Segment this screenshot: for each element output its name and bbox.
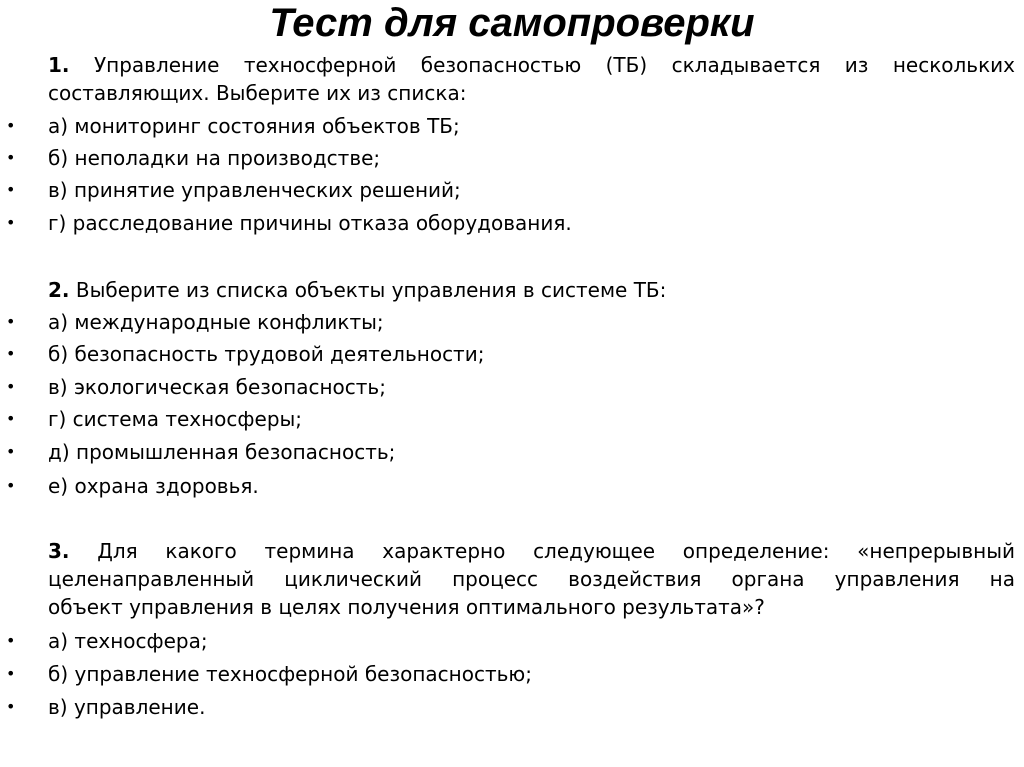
question-3-line-2: целенаправленный циклический процесс воздействия органа управления на <box>48 567 1015 591</box>
option: б) неполадки на производстве; <box>48 146 381 170</box>
bullet-icon: • <box>6 312 16 331</box>
question-1-line-1 <box>48 52 1015 78</box>
question-text: Для какого термина характерно следующее определение: «непрерывный <box>97 539 1015 563</box>
question-text: Управление техносферной безопасностью (ТБ) складывается из нескольких <box>93 53 1016 77</box>
option: в) управление. <box>48 695 206 719</box>
bullet-icon: • <box>6 148 16 167</box>
option: е) охрана здоровья. <box>48 474 259 498</box>
bullet-icon: • <box>6 409 16 428</box>
question-2-line-1 <box>48 277 1015 303</box>
page-title: Тест для самопроверки <box>269 1 755 45</box>
question-text: Выберите из списка объекты управления в системе ТБ: <box>75 278 667 302</box>
option: б) управление техносферной безопасностью; <box>48 662 532 686</box>
option: б) безопасность трудовой деятельности; <box>48 342 485 366</box>
bullet-icon: • <box>6 377 16 396</box>
option: г) расследование причины отказа оборудования. <box>48 211 572 235</box>
question-number: 3. <box>48 539 70 563</box>
bullet-icon: • <box>6 664 16 683</box>
question-3-line-3: объект управления в целях получения оптимального результата»? <box>48 595 765 619</box>
bullet-icon: • <box>6 697 16 716</box>
bullet-icon: • <box>6 180 16 199</box>
bullet-icon: • <box>6 116 16 135</box>
option: а) международные конфликты; <box>48 310 384 334</box>
option: а) техносфера; <box>48 629 208 653</box>
option: а) мониторинг состояния объектов ТБ; <box>48 114 460 138</box>
option: в) экологическая безопасность; <box>48 375 386 399</box>
question-number: 1. <box>48 53 70 77</box>
bullet-icon: • <box>6 344 16 363</box>
bullet-icon: • <box>6 631 16 650</box>
question-1-line-2: составляющих. Выберите их из списка: <box>48 81 467 105</box>
question-3-line-1 <box>48 538 1015 564</box>
option: д) промышленная безопасность; <box>48 440 396 464</box>
question-number: 2. <box>48 278 70 302</box>
bullet-icon: • <box>6 213 16 232</box>
bullet-icon: • <box>6 476 16 495</box>
option: г) система техносферы; <box>48 407 303 431</box>
bullet-icon: • <box>6 442 16 461</box>
option: в) принятие управленческих решений; <box>48 178 461 202</box>
